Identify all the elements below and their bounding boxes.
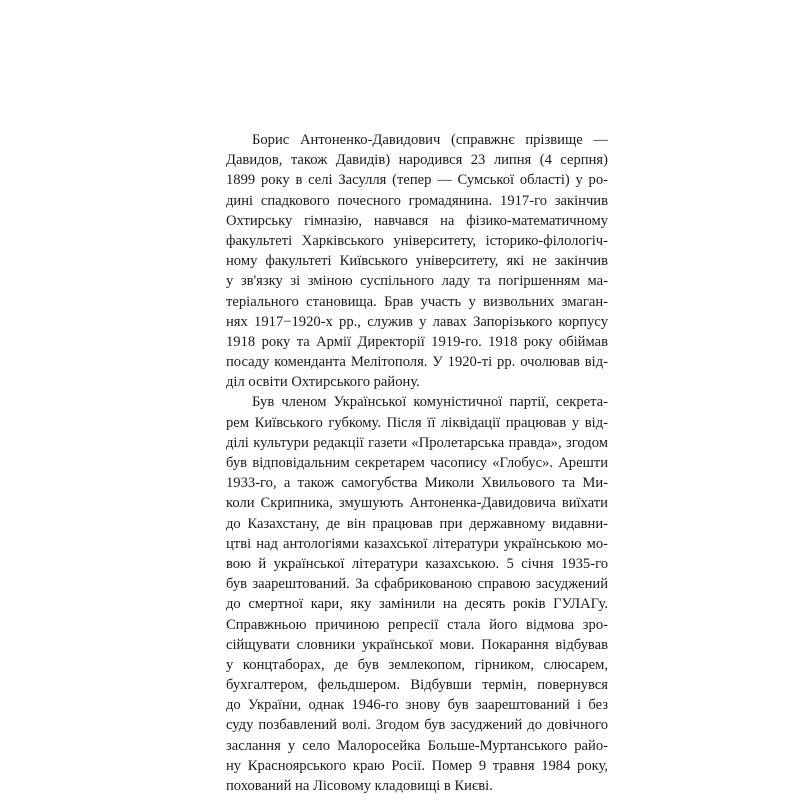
biography-text bbox=[226, 130, 608, 796]
text-line: 1933-го, а також самогубства Миколи Хвильового та Ми- bbox=[226, 475, 608, 492]
text-line: 1918 року та Армії Директорії 1919-го. 1918 року обіймав bbox=[226, 333, 608, 350]
paragraph-2 bbox=[226, 392, 608, 796]
text-line: похований на Лісовому кладовищі в Києві. bbox=[226, 778, 493, 794]
text-line: факультеті Харківського університету, історико-філологіч- bbox=[226, 232, 608, 249]
text-line: цтві над антологіями казахської літератури українською мо- bbox=[226, 535, 608, 552]
text-line: до смертної кари, яку замінили на десять років ГУЛАГу. bbox=[226, 596, 608, 613]
text-line: до Казахстану, де він працював при державному видавни- bbox=[226, 515, 608, 532]
text-line: дині спадкового почесного громадянина. 1917-го закінчив bbox=[226, 192, 608, 209]
text-line: Давидов, також Давидів) народився 23 липня (4 серпня) bbox=[226, 152, 608, 169]
text-line: Борис Антоненко-Давидович (справжнє прізвище — bbox=[252, 132, 608, 148]
text-line: до України, однак 1946-го знову був заарештований і без bbox=[226, 697, 608, 714]
text-line: вою й української літератури казахською. 5 січня 1935-го bbox=[226, 555, 608, 572]
text-line: 1899 року в селі Засулля (тепер — Сумської області) у ро- bbox=[226, 172, 608, 189]
text-line: був заарештований. За сфабрикованою справою засуджений bbox=[226, 576, 608, 593]
text-line: нях 1917−1920-х рр., служив у лавах Запорізького корпусу bbox=[226, 313, 608, 330]
text-line: теріального становища. Брав участь у визвольних змаган- bbox=[226, 293, 608, 310]
paragraph-1 bbox=[226, 130, 608, 392]
text-line: у зв'язку зі зміною суспільного ладу та погіршенням ма- bbox=[226, 273, 608, 290]
text-line: діл освіти Охтирського району. bbox=[226, 374, 420, 391]
text-line: Був членом Української комуністичної партії, секрета- bbox=[252, 394, 608, 411]
text-line: бухгалтером, фельдшером. Відбувши термін, повернувся bbox=[226, 677, 608, 694]
text-line: сійщувати словники української мови. Покарання відбував bbox=[226, 636, 608, 653]
text-line: ділі культури редакції газети «Пролетарська правда», згодом bbox=[226, 434, 608, 451]
text-line: ну Красноярського краю Росії. Помер 9 травня 1984 року, bbox=[226, 757, 608, 774]
text-line: ному факультеті Київського університету, які не закінчив bbox=[226, 253, 608, 270]
text-line: суду позбавлений волі. Згодом був засуджений до довічного bbox=[226, 717, 608, 734]
text-line: рем Київського губкому. Після її ліквідації працював у від- bbox=[226, 414, 608, 431]
text-line: у концтаборах, де був землекопом, гірником, слюсарем, bbox=[226, 656, 608, 673]
text-line: посаду коменданта Мелітополя. У 1920-ті рр. очолював від- bbox=[226, 354, 608, 371]
text-line: Охтирську гімназію, навчався на фізико-математичному bbox=[226, 212, 608, 229]
text-line: коли Скрипника, змушують Антоненка-Давидовича виїхати bbox=[226, 495, 608, 512]
text-line: був відповідальним секретарем часопису «Глобус». Арешти bbox=[226, 455, 608, 471]
text-line: Справжньою причиною репресії стала його відмова зро- bbox=[226, 616, 608, 633]
text-line: заслання у село Малоросейка Больше-Муртанського райо- bbox=[226, 737, 608, 754]
